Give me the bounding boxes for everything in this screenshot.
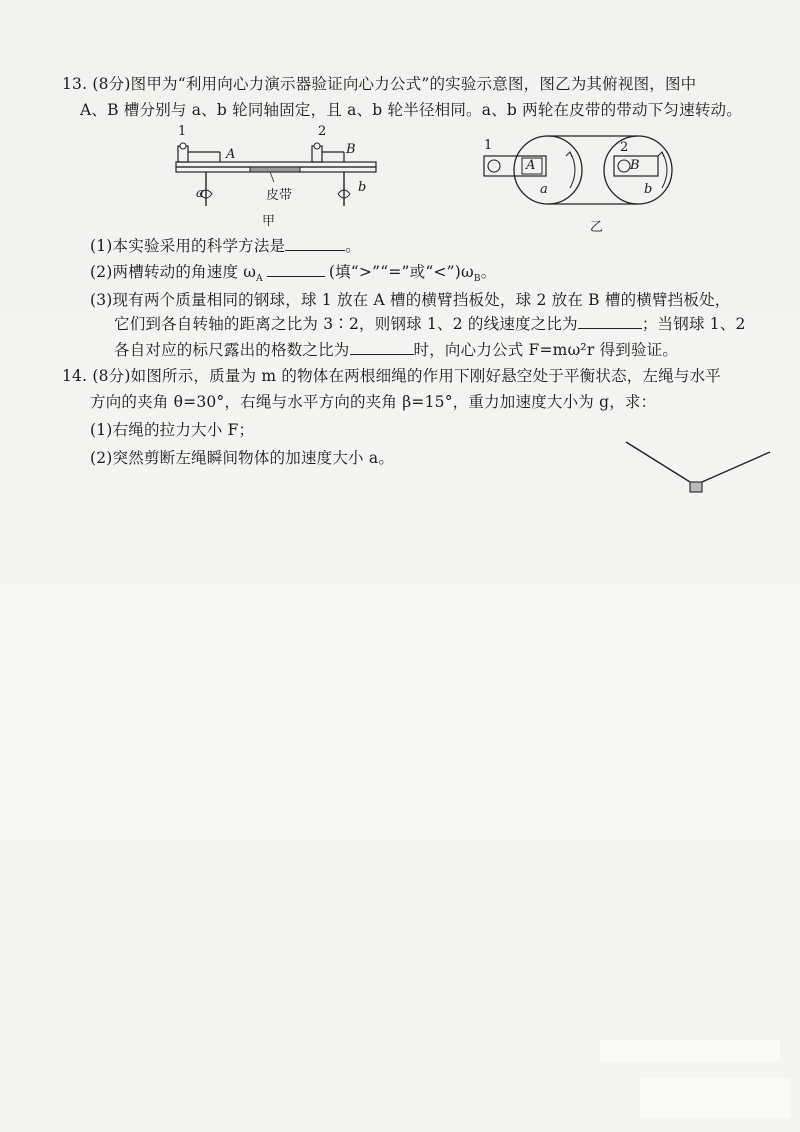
answer-blank-method[interactable] bbox=[285, 236, 345, 251]
omega-sub-b: B bbox=[473, 274, 481, 285]
q13-line-1: 13. (8分)图甲为“利用向心力演示器验证向心力公式”的实验示意图，图乙为其俯视图，图中 bbox=[62, 75, 697, 93]
q13-part-1-end: 。 bbox=[345, 237, 361, 255]
answer-blank-speed-ratio[interactable] bbox=[578, 314, 642, 329]
jia-label-2: 2 bbox=[318, 124, 327, 139]
q13-part-2-mid: (填“>”“=”或“<”)ω bbox=[328, 263, 474, 281]
jia-label-a: a bbox=[196, 186, 204, 201]
jia-belt-label: 皮带 bbox=[266, 188, 293, 203]
figure-yi-top-view bbox=[478, 132, 698, 212]
q14-line-1: 14. (8分)如图所示，质量为 m 的物体在两根细绳的作用下刚好悬空处于平衡状态，左绳与水平 bbox=[62, 367, 721, 385]
q13-part-3-text-2b: ；当钢球 1、2 bbox=[641, 315, 746, 333]
q13-part-2-text: (2)两槽转动的角速度 ω bbox=[90, 263, 257, 281]
jia-label-A: A bbox=[226, 147, 236, 162]
omega-sub-a: A bbox=[256, 274, 263, 285]
yi-label-2: 2 bbox=[620, 140, 629, 155]
q13-part-2-end: 。 bbox=[480, 263, 497, 281]
yi-label-A: A bbox=[526, 158, 536, 173]
figure-jia-caption: 甲 bbox=[262, 214, 276, 229]
figure-jia-side-view bbox=[170, 124, 390, 234]
yi-label-B: B bbox=[630, 158, 640, 173]
q13-part-3-text-2: 它们到各自转轴的距离之比为 3∶2，则钢球 1、2 的线速度之比为 bbox=[114, 315, 578, 333]
jia-label-B: B bbox=[346, 142, 356, 157]
q14-part-2: (2)突然剪断左绳瞬间物体的加速度大小 a。 bbox=[90, 449, 395, 467]
q13-part-1-text: (1)本实验采用的科学方法是 bbox=[90, 237, 286, 255]
yi-label-b: b bbox=[644, 182, 653, 197]
jia-label-1: 1 bbox=[178, 124, 187, 139]
figure-yi-caption: 乙 bbox=[590, 220, 604, 235]
answer-blank-grid-ratio[interactable] bbox=[350, 340, 414, 355]
jia-label-b: b bbox=[358, 180, 367, 195]
q14-part-1: (1)右绳的拉力大小 F； bbox=[90, 421, 255, 439]
answer-blank-compare[interactable] bbox=[267, 262, 325, 277]
q13-part-1 bbox=[90, 236, 361, 256]
q13-part-3-line-1: (3)现有两个质量相同的钢球，球 1 放在 A 槽的横臂挡板处，球 2 放在 B 槽的横臂挡板处， bbox=[90, 291, 731, 309]
q13-line-2: A、B 槽分别与 a、b 轮同轴固定，且 a、b 轮半径相同。a、b 两轮在皮带的带动下匀速转动。 bbox=[80, 101, 742, 119]
q13-part-3-line-2 bbox=[114, 314, 746, 334]
yi-label-1: 1 bbox=[484, 138, 493, 153]
q13-part-3-text-3: 各自对应的标尺露出的格数之比为 bbox=[114, 341, 350, 359]
q13-part-3-line-3 bbox=[114, 340, 678, 360]
yi-label-a: a bbox=[540, 182, 548, 197]
q14-line-2: 方向的夹角 θ=30°，右绳与水平方向的夹角 β=15°，重力加速度大小为 g，求： bbox=[90, 393, 657, 411]
figure-hanging-mass bbox=[620, 436, 780, 500]
q13-part-2 bbox=[90, 262, 496, 289]
scan-smudge bbox=[600, 1040, 780, 1062]
q13-part-3-text-3b: 时，向心力公式 F=mω²r 得到验证。 bbox=[413, 341, 679, 359]
scan-smudge bbox=[640, 1078, 790, 1118]
